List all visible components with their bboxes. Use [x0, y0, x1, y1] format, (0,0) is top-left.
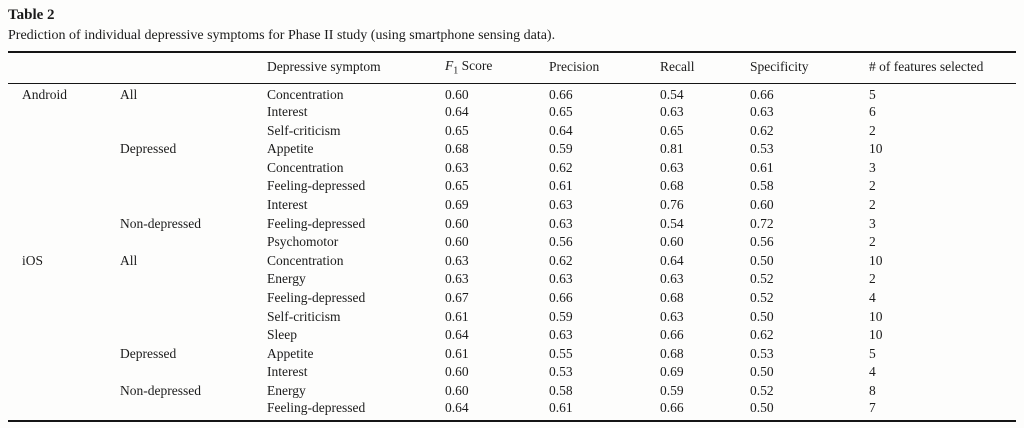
cell-precision: 0.62 [549, 159, 573, 175]
cell-platform [8, 196, 120, 215]
header-depressive-symptom: Depressive symptom [267, 59, 381, 75]
cell-group [120, 400, 267, 421]
cell-f1: 0.65 [445, 178, 469, 194]
cell-f1: 0.65 [445, 122, 469, 138]
cell-specificity: 0.53 [750, 345, 774, 361]
cell-precision: 0.59 [549, 308, 573, 324]
cell-symptom: Feeling-depressed [267, 178, 366, 194]
table-body [8, 83, 1016, 421]
cell-features: 4 [869, 289, 876, 305]
cell-precision: 0.59 [549, 141, 573, 157]
cell-specificity: 0.61 [750, 159, 774, 175]
cell-group [120, 158, 267, 177]
cell-symptom: Self-criticism [267, 122, 341, 138]
cell-precision: 0.55 [549, 345, 573, 361]
cell-platform [8, 121, 120, 140]
cell-specificity: 0.50 [750, 252, 774, 268]
cell-specificity: 0.62 [750, 122, 774, 138]
cell-symptom: Concentration [267, 86, 344, 102]
cell-features: 10 [869, 308, 883, 324]
cell-symptom: Feeling-depressed [267, 400, 366, 416]
table-row [8, 400, 1016, 421]
cell-features: 2 [869, 234, 876, 250]
cell-specificity: 0.50 [750, 308, 774, 324]
cell-platform [8, 158, 120, 177]
cell-platform [8, 326, 120, 345]
cell-platform [8, 289, 120, 308]
cell-platform [8, 270, 120, 289]
cell-symptom: Appetite [267, 345, 314, 361]
cell-symptom: Self-criticism [267, 308, 341, 324]
cell-precision: 0.63 [549, 327, 573, 343]
table-row [8, 289, 1016, 308]
cell-recall: 0.54 [660, 86, 684, 102]
table-row [8, 177, 1016, 196]
f1-subscript: 1 [453, 65, 459, 77]
cell-precision: 0.61 [549, 400, 573, 416]
cell-symptom: Sleep [267, 327, 297, 343]
cell-platform [8, 363, 120, 382]
results-table [8, 51, 1016, 422]
cell-recall: 0.63 [660, 308, 684, 324]
cell-f1: 0.60 [445, 215, 469, 231]
cell-platform [8, 103, 120, 122]
table-row [8, 196, 1016, 215]
cell-f1: 0.61 [445, 345, 469, 361]
table-row [8, 344, 1016, 363]
cell-specificity: 0.72 [750, 215, 774, 231]
cell-specificity: 0.52 [750, 289, 774, 305]
cell-features: 5 [869, 345, 876, 361]
cell-precision: 0.61 [549, 178, 573, 194]
cell-f1: 0.60 [445, 382, 469, 398]
header-precision: Precision [549, 59, 600, 75]
cell-platform [8, 400, 120, 421]
header-group [120, 52, 267, 83]
cell-platform [8, 344, 120, 363]
cell-symptom: Feeling-depressed [267, 289, 366, 305]
cell-group: All [120, 86, 138, 102]
cell-recall: 0.76 [660, 196, 684, 212]
cell-recall: 0.59 [660, 382, 684, 398]
cell-group [120, 270, 267, 289]
cell-precision: 0.62 [549, 252, 573, 268]
cell-recall: 0.60 [660, 234, 684, 250]
cell-features: 2 [869, 122, 876, 138]
cell-specificity: 0.60 [750, 196, 774, 212]
cell-precision: 0.66 [549, 86, 573, 102]
cell-precision: 0.58 [549, 382, 573, 398]
header-features-selected: # of features selected [869, 59, 984, 75]
cell-symptom: Interest [267, 196, 308, 212]
cell-symptom: Concentration [267, 252, 344, 268]
cell-symptom: Interest [267, 103, 308, 119]
cell-f1: 0.60 [445, 86, 469, 102]
cell-specificity: 0.52 [750, 382, 774, 398]
cell-recall: 0.65 [660, 122, 684, 138]
cell-features: 3 [869, 159, 876, 175]
cell-group [120, 307, 267, 326]
cell-features: 5 [869, 86, 876, 102]
cell-f1: 0.63 [445, 159, 469, 175]
cell-platform: iOS [22, 252, 44, 268]
cell-symptom: Appetite [267, 141, 314, 157]
cell-f1: 0.60 [445, 234, 469, 250]
cell-recall: 0.66 [660, 400, 684, 416]
cell-specificity: 0.62 [750, 327, 774, 343]
cell-platform: Android [22, 86, 67, 102]
cell-recall: 0.69 [660, 364, 684, 380]
table-row [8, 158, 1016, 177]
header-recall: Recall [660, 59, 695, 75]
cell-f1: 0.63 [445, 271, 469, 287]
cell-precision: 0.63 [549, 215, 573, 231]
cell-group [120, 121, 267, 140]
cell-group [120, 103, 267, 122]
cell-symptom: Concentration [267, 159, 344, 175]
header-specificity: Specificity [750, 59, 809, 75]
cell-recall: 0.66 [660, 327, 684, 343]
cell-specificity: 0.66 [750, 86, 774, 102]
table-title: Table 2 [8, 7, 55, 23]
cell-features: 2 [869, 271, 876, 287]
cell-precision: 0.63 [549, 271, 573, 287]
cell-f1: 0.69 [445, 196, 469, 212]
cell-features: 10 [869, 327, 883, 343]
cell-group: All [120, 252, 138, 268]
cell-specificity: 0.52 [750, 271, 774, 287]
cell-specificity: 0.50 [750, 400, 774, 416]
cell-f1: 0.64 [445, 400, 469, 416]
cell-features: 3 [869, 215, 876, 231]
cell-specificity: 0.56 [750, 234, 774, 250]
f1-letter: F [445, 58, 454, 73]
cell-recall: 0.63 [660, 103, 684, 119]
cell-features: 2 [869, 178, 876, 194]
cell-group: Non-depressed [120, 215, 201, 231]
cell-symptom: Interest [267, 364, 308, 380]
cell-precision: 0.64 [549, 122, 573, 138]
cell-symptom: Energy [267, 271, 306, 287]
cell-group: Depressed [120, 345, 177, 361]
table-row [8, 382, 1016, 401]
cell-recall: 0.81 [660, 141, 684, 157]
cell-specificity: 0.63 [750, 103, 774, 119]
table-row [8, 251, 1016, 270]
table-row [8, 307, 1016, 326]
cell-platform [8, 140, 120, 159]
cell-group [120, 233, 267, 252]
cell-group [120, 177, 267, 196]
cell-group: Depressed [120, 141, 177, 157]
cell-features: 8 [869, 382, 876, 398]
cell-group [120, 326, 267, 345]
cell-group [120, 289, 267, 308]
f1-rest: Score [458, 58, 493, 73]
cell-f1: 0.64 [445, 327, 469, 343]
cell-recall: 0.63 [660, 159, 684, 175]
cell-features: 2 [869, 196, 876, 212]
cell-f1: 0.68 [445, 141, 469, 157]
cell-recall: 0.63 [660, 271, 684, 287]
cell-features: 7 [869, 400, 876, 416]
cell-platform [8, 382, 120, 401]
table-row [8, 83, 1016, 103]
table-row [8, 103, 1016, 122]
cell-precision: 0.53 [549, 364, 573, 380]
cell-recall: 0.68 [660, 178, 684, 194]
cell-group [120, 363, 267, 382]
table-row [8, 363, 1016, 382]
cell-recall: 0.68 [660, 345, 684, 361]
table-header [8, 52, 1016, 83]
cell-platform [8, 233, 120, 252]
table-row [8, 270, 1016, 289]
cell-features: 10 [869, 141, 883, 157]
table-row [8, 140, 1016, 159]
cell-specificity: 0.53 [750, 141, 774, 157]
cell-symptom: Feeling-depressed [267, 215, 366, 231]
header-platform [8, 52, 120, 83]
cell-group [120, 196, 267, 215]
cell-features: 4 [869, 364, 876, 380]
cell-precision: 0.66 [549, 289, 573, 305]
cell-f1: 0.60 [445, 364, 469, 380]
cell-recall: 0.64 [660, 252, 684, 268]
cell-symptom: Energy [267, 382, 306, 398]
cell-precision: 0.63 [549, 196, 573, 212]
cell-specificity: 0.58 [750, 178, 774, 194]
header-f1-score [445, 52, 549, 83]
table-caption: Prediction of individual depressive symptoms for Phase II study (using smartphone sensing data). [8, 28, 556, 43]
cell-features: 10 [869, 252, 883, 268]
cell-f1: 0.67 [445, 289, 469, 305]
cell-recall: 0.68 [660, 289, 684, 305]
cell-features: 6 [869, 103, 876, 119]
cell-specificity: 0.50 [750, 364, 774, 380]
cell-platform [8, 307, 120, 326]
cell-group: Non-depressed [120, 382, 201, 398]
header-row [8, 52, 1016, 83]
cell-precision: 0.56 [549, 234, 573, 250]
cell-platform [8, 177, 120, 196]
table-row [8, 214, 1016, 233]
cell-platform [8, 214, 120, 233]
cell-f1: 0.63 [445, 252, 469, 268]
cell-f1: 0.61 [445, 308, 469, 324]
table-row [8, 121, 1016, 140]
cell-f1: 0.64 [445, 103, 469, 119]
cell-recall: 0.54 [660, 215, 684, 231]
table-row [8, 326, 1016, 345]
cell-symptom: Psychomotor [267, 234, 339, 250]
cell-precision: 0.65 [549, 103, 573, 119]
table-row [8, 233, 1016, 252]
